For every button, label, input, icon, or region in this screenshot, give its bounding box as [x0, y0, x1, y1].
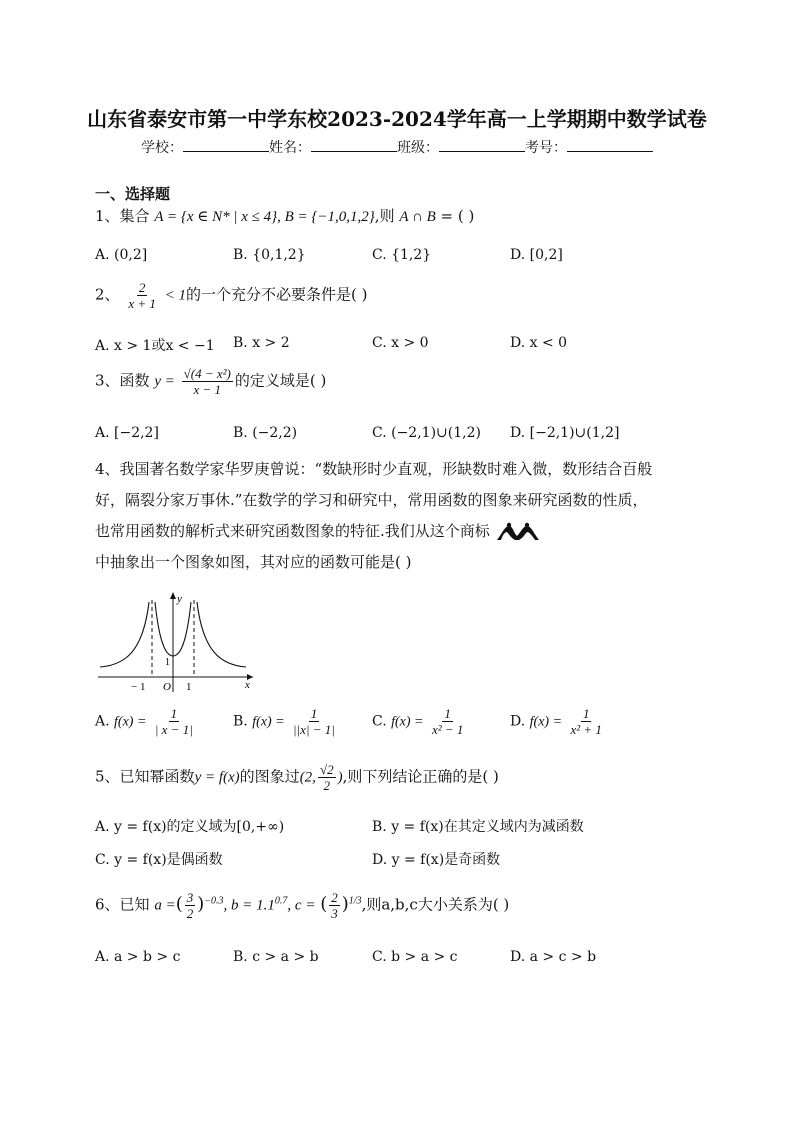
svg-text:1: 1	[186, 681, 192, 693]
q3-option-d[interactable]: D. [−2,1)∪(1,2]	[510, 425, 620, 441]
name-label: 姓名：	[269, 140, 311, 156]
q6-option-b[interactable]: B. c > a > b	[233, 949, 319, 965]
q6-option-d[interactable]: D. a > c > b	[510, 949, 597, 965]
q4-option-b[interactable]: B. f(x) = $\frac{1}{||x| - 1|}$	[233, 706, 335, 737]
svg-text:− 1: − 1	[131, 681, 146, 693]
q1-option-d[interactable]: D. [0,2]	[510, 247, 563, 263]
curve-left	[100, 602, 149, 667]
number-label: 考号：	[525, 140, 567, 156]
q4-line-3: 也常用函数的解析式来研究函数图象的特征.我们从这个商标	[95, 516, 705, 547]
q1-option-c[interactable]: C. {1,2}	[372, 247, 432, 263]
number-blank	[567, 139, 653, 152]
function-graph	[95, 590, 260, 695]
class-label: 班级：	[397, 140, 439, 156]
q5-option-b[interactable]: B. y = f(x)在其定义域内为减函数	[372, 819, 584, 835]
q4-line-1: 4、我国著名数学家华罗庚曾说：“数缺形时少直观，形缺数时难入微，数形结合百般	[95, 460, 653, 478]
question-1: 1、集合 A = {x ∈ N* | x ≤ 4}, B = {−1,0,1,2},则 A ∩ B = ( )	[95, 207, 475, 225]
q5-option-d[interactable]: D. y = f(x)是奇函数	[372, 852, 501, 868]
name-blank	[311, 139, 397, 152]
q2-option-d[interactable]: D. x < 0	[510, 335, 568, 351]
question-2: 2、 $\frac{2}{x + 1}$ < 1的一个充分不必要条件是( )	[95, 280, 368, 311]
q3-option-b[interactable]: B. (−2,2)	[233, 425, 298, 441]
q6-option-c[interactable]: C. b > a > c	[372, 949, 458, 965]
question-6: 6、已知 a =( $\frac{3}{2}$ )$^{-0.3}$, $b = 1.1^{0.7}$, c = ( $\frac{2}{3}$ )$^{1/3}$,则a,b,c大小关系为( )	[95, 890, 510, 921]
q4-line-2: 好，隔裂分家万事休.”在数学的学习和研究中，常用函数的图象来研究函数的性质，	[95, 491, 648, 509]
question-5: 5、已知幂函数y = f(x)的图象过(2, $\frac{√2}{2}$ ),则下列结论正确的是( )	[95, 762, 499, 793]
q5-option-a[interactable]: A. y = f(x)的定义域为[0,+∞)	[95, 819, 285, 835]
q4-line-4: 中抽象出一个图象如图，其对应的函数可能是( )	[95, 553, 412, 571]
q4-option-c[interactable]: C. f(x) = $\frac{1}{\text{x² − 1}}$	[372, 706, 464, 737]
svg-text:y: y	[177, 593, 182, 605]
q5-option-c[interactable]: C. y = f(x)是偶函数	[95, 852, 223, 868]
q2-fraction: $\frac{2}{x + 1}$	[128, 280, 156, 311]
q4-option-d[interactable]: D. f(x) = $\frac{1}{\text{x² + 1}}$	[510, 706, 602, 737]
svg-text:1: 1	[165, 657, 170, 668]
q3-option-c[interactable]: C. (−2,1)∪(1,2)	[372, 425, 481, 441]
section-heading: 一、选择题	[95, 185, 171, 203]
question-3: 3、函数 y = $\frac{\text{√(4 − x²)}}{x - 1}$ 的定义域是( )	[95, 366, 327, 397]
q1-option-a[interactable]: A. (0,2]	[95, 247, 148, 263]
school-blank	[183, 139, 269, 152]
q2-option-c[interactable]: C. x > 0	[372, 335, 429, 351]
student-info-line	[0, 137, 794, 157]
svg-text:x: x	[245, 679, 250, 691]
curve-right	[197, 602, 246, 667]
q4-option-a[interactable]: A. f(x) = $\frac{1}{| x - 1|}$	[95, 706, 193, 737]
school-label: 学校：	[141, 140, 183, 156]
question-4	[95, 454, 705, 578]
class-blank	[439, 139, 525, 152]
q2-option-a[interactable]: A. x > 1或x < −1	[95, 338, 215, 354]
page-title: 山东省泰安市第一中学东校2023-2024学年高一上学期期中数学试卷	[87, 107, 707, 131]
q3-option-a[interactable]: A. [−2,2]	[95, 425, 159, 441]
q2-option-b[interactable]: B. x > 2	[233, 335, 290, 351]
q5-fraction: $\frac{√2}{2}$	[319, 762, 334, 793]
q3-fraction: $\frac{\text{√(4 − x²)}}{x - 1}$	[183, 366, 231, 397]
kappa-logo-icon	[495, 522, 541, 542]
q6-option-a[interactable]: A. a > b > c	[95, 949, 181, 965]
q1-option-b[interactable]: B. {0,1,2}	[233, 247, 306, 263]
y-axis-arrow-icon	[170, 592, 176, 599]
svg-text:O: O	[163, 681, 171, 693]
